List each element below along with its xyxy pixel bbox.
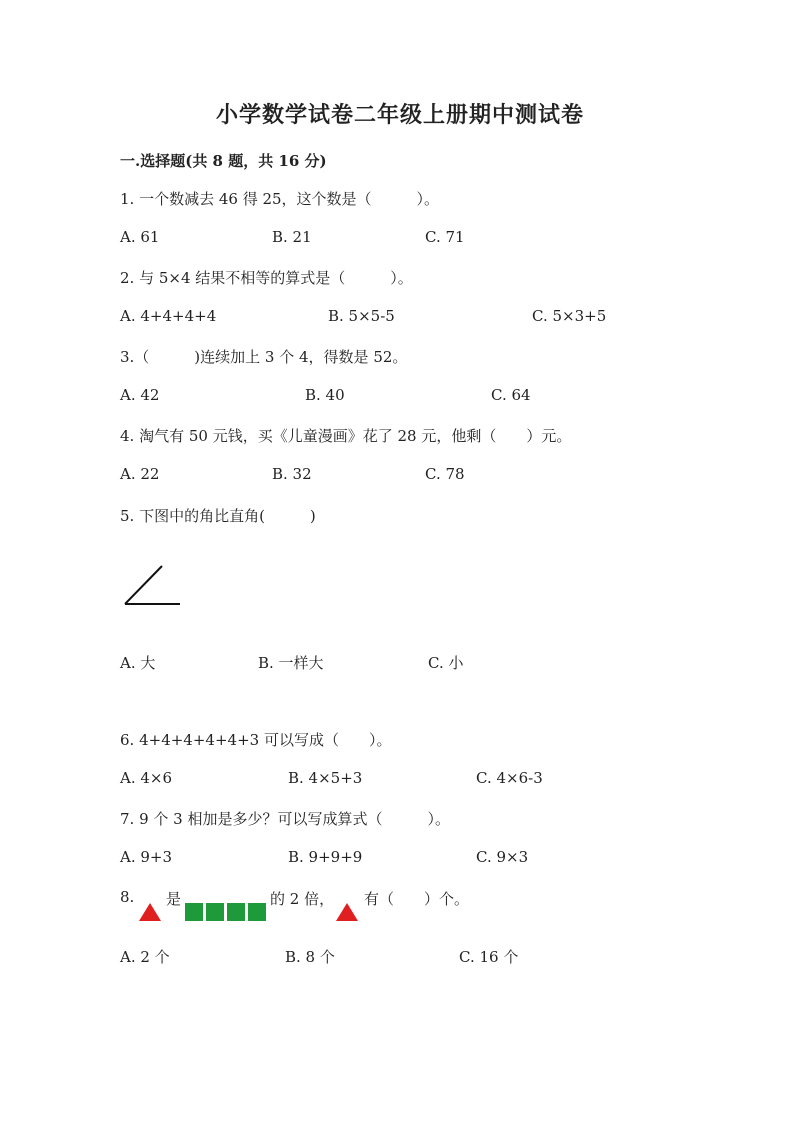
q7-option-b: B. 9+9+9 xyxy=(288,848,363,866)
square-icon xyxy=(206,903,224,921)
q5-option-b: B. 一样大 xyxy=(258,654,324,672)
square-icon xyxy=(185,903,203,921)
q2-option-b: B. 5×5-5 xyxy=(328,307,395,325)
acute-angle-figure xyxy=(122,562,184,608)
q8-option-c: C. 16 个 xyxy=(459,948,519,966)
question-5: 5. 下图中的角比直角( ) xyxy=(120,507,316,525)
q2-option-a: A. 4+4+4+4 xyxy=(120,307,217,325)
section-heading: 一.选择题(共 8 题，共 16 分) xyxy=(120,152,327,170)
q3-option-c: C. 64 xyxy=(491,386,531,404)
q8-option-b: B. 8 个 xyxy=(285,948,335,966)
q6-option-c: C. 4×6-3 xyxy=(476,769,543,787)
square-icon xyxy=(248,903,266,921)
question-3: 3.（ )连续加上 3 个 4，得数是 52。 xyxy=(120,348,408,366)
angle-ray xyxy=(125,566,162,604)
question-8-text-has: 有（ ）个。 xyxy=(364,890,470,908)
page-title: 小学数学试卷二年级上册期中测试卷 xyxy=(215,102,584,128)
question-8-text-is: 是 xyxy=(166,890,182,908)
q7-option-c: C. 9×3 xyxy=(476,848,529,866)
triangle-icon xyxy=(336,903,358,921)
question-4: 4. 淘气有 50 元钱，买《儿童漫画》花了 28 元，他剩（ ）元。 xyxy=(120,427,572,445)
q5-option-c: C. 小 xyxy=(428,654,464,672)
q4-option-b: B. 32 xyxy=(272,465,312,483)
question-8-number: 8. xyxy=(120,888,135,906)
q6-option-a: A. 4×6 xyxy=(120,769,173,787)
question-6: 6. 4+4+4+4+4+3 可以写成（ ）。 xyxy=(120,731,392,749)
q4-option-a: A. 22 xyxy=(120,465,160,483)
q1-option-c: C. 71 xyxy=(425,228,465,246)
question-1: 1. 一个数减去 46 得 25，这个数是（ ）。 xyxy=(120,190,440,208)
square-icon xyxy=(227,903,245,921)
q1-option-b: B. 21 xyxy=(272,228,312,246)
triangle-icon xyxy=(139,903,161,921)
q3-option-b: B. 40 xyxy=(305,386,345,404)
q3-option-a: A. 42 xyxy=(120,386,160,404)
question-7: 7. 9 个 3 相加是多少？可以写成算式（ ）。 xyxy=(120,810,450,828)
q4-option-c: C. 78 xyxy=(425,465,465,483)
q1-option-a: A. 61 xyxy=(120,228,160,246)
question-2: 2. 与 5×4 结果不相等的算式是（ ）。 xyxy=(120,269,413,287)
q2-option-c: C. 5×3+5 xyxy=(532,307,607,325)
q6-option-b: B. 4×5+3 xyxy=(288,769,363,787)
q7-option-a: A. 9+3 xyxy=(120,848,173,866)
q8-option-a: A. 2 个 xyxy=(120,948,170,966)
q5-option-a: A. 大 xyxy=(120,654,156,672)
question-8-text-times: 的 2 倍， xyxy=(270,890,335,908)
